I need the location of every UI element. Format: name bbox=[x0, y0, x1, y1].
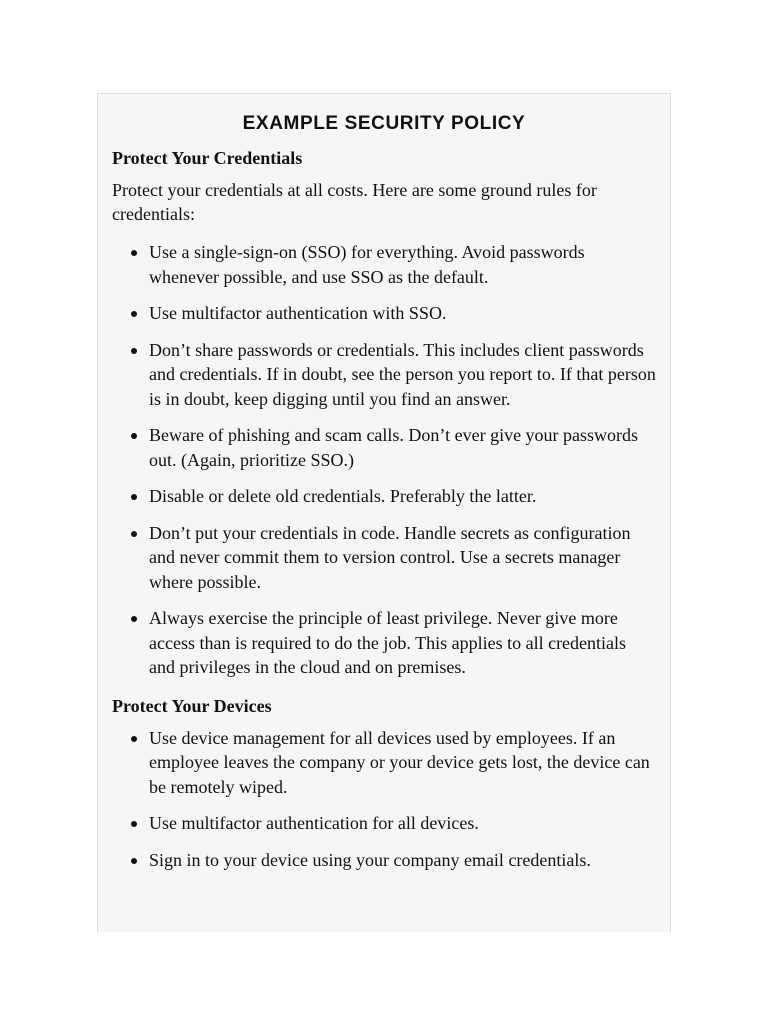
list-item bbox=[112, 240, 656, 289]
list-item-text: Sign in to your device using your company email credentials. bbox=[149, 849, 591, 870]
list-item-text: Beware of phishing and scam calls. Don’t ever give your passwords out. (Again, prioritize SSO.) bbox=[149, 425, 639, 470]
bullet-icon bbox=[131, 858, 137, 864]
devices-list bbox=[112, 726, 656, 873]
bullet-icon bbox=[131, 821, 137, 827]
list-item bbox=[112, 726, 656, 800]
list-item bbox=[112, 338, 656, 412]
policy-title: EXAMPLE SECURITY POLICY bbox=[242, 113, 526, 134]
bullet-icon bbox=[131, 250, 137, 256]
list-item-text: Disable or delete old credentials. Preferably the latter. bbox=[149, 486, 537, 506]
list-item bbox=[112, 484, 656, 509]
bullet-icon bbox=[131, 616, 137, 622]
section-heading-credentials: Protect Your Credentials bbox=[112, 148, 303, 168]
list-item bbox=[112, 606, 656, 680]
list-item bbox=[112, 848, 656, 873]
section-heading-devices: Protect Your Devices bbox=[112, 695, 272, 716]
list-item-text: Use multifactor authentication for all devices. bbox=[149, 813, 479, 833]
bullet-icon bbox=[131, 311, 137, 317]
list-item bbox=[112, 301, 656, 326]
list-item-text: Don’t share passwords or credentials. This includes client passwords and credentials. If in doubt, see the person you report to. If that person is in doubt, keep digging until you find an answer. bbox=[149, 339, 656, 409]
credentials-list bbox=[112, 240, 656, 680]
policy-card bbox=[97, 93, 671, 932]
list-item-text: Use multifactor authentication with SSO. bbox=[149, 303, 447, 323]
list-item-text: Don’t put your credentials in code. Handle secrets as configuration and never commit them to version control. Use a secrets manager where possible. bbox=[149, 522, 631, 592]
bullet-icon bbox=[131, 531, 137, 537]
list-item-text: Always exercise the principle of least privilege. Never give more access than is required to do the job. This applies to all credentials and privileges in the cloud and on premises. bbox=[149, 608, 627, 677]
list-item-text: Use a single-sign-on (SSO) for everything. Avoid passwords whenever possible, and use SSO as the default. bbox=[149, 242, 585, 287]
bullet-icon bbox=[131, 348, 137, 354]
bullet-icon bbox=[131, 736, 137, 742]
credentials-intro: Protect your credentials at all costs. Here are some ground rules for credentials: bbox=[112, 180, 597, 224]
bullet-icon bbox=[131, 433, 137, 439]
list-item bbox=[112, 521, 656, 595]
list-item bbox=[112, 423, 656, 472]
list-item-text: Use device management for all devices used by employees. If an employee leaves the company or your device gets lost, the device can be remotely wiped. bbox=[149, 727, 650, 797]
list-item bbox=[112, 811, 656, 836]
bullet-icon bbox=[131, 494, 137, 500]
